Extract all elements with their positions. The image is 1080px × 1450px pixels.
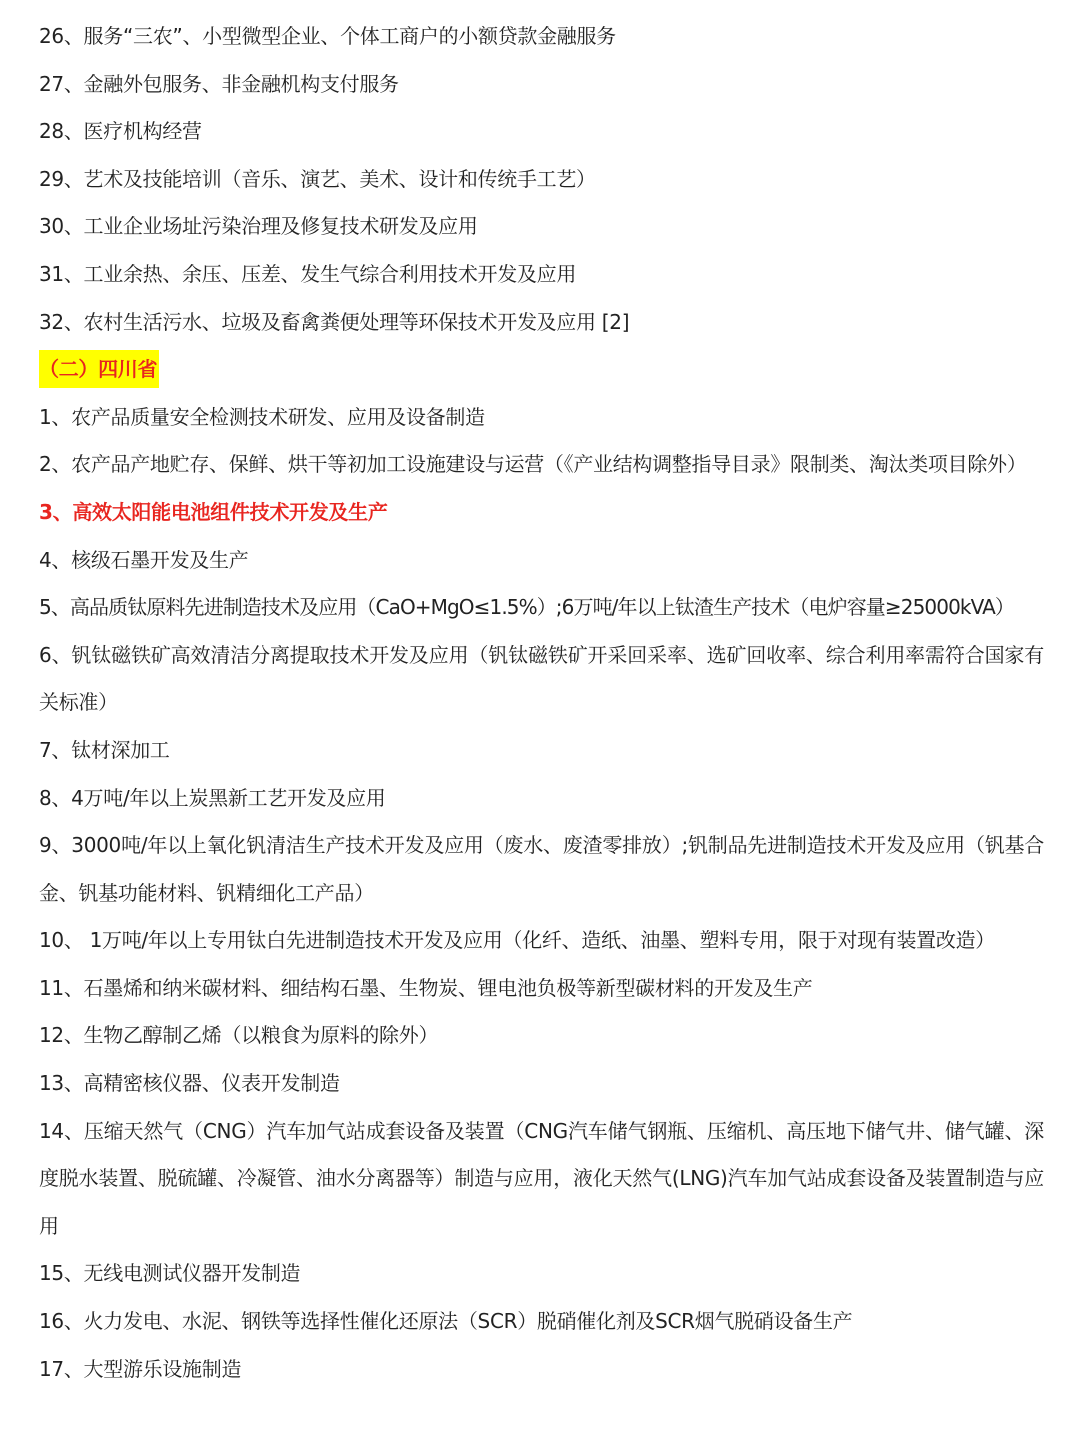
list-item: 29、艺术及技能培训（音乐、演艺、美术、设计和传统手工艺） xyxy=(39,166,596,191)
list-item: 4、核级石墨开发及生产 xyxy=(39,547,249,572)
list-item: 31、工业余热、余压、压差、发生气综合利用技术开发及应用 xyxy=(39,261,577,286)
list-item: 32、农村生活污水、垃圾及畜禽粪便处理等环保技术开发及应用 [2] xyxy=(39,309,630,334)
list-item: 6、钒钛磁铁矿高效清洁分离提取技术开发及应用（钒钛磁铁矿开采回采率、选矿回收率、综合利用率需符合国家有关标准） xyxy=(39,642,1044,715)
highlighted-list-item: 3、高效太阳能电池组件技术开发及生产 xyxy=(39,499,388,524)
list-item: 16、火力发电、水泥、钢铁等选择性催化还原法（SCR）脱硝催化剂及SCR烟气脱硝设备生产 xyxy=(39,1309,853,1334)
list-item: 10、 1万吨/年以上专用钛白先进制造技术开发及应用（化纤、造纸、油墨、塑料专用，限于对现有装置改造） xyxy=(39,928,995,953)
list-item: 11、石墨烯和纳米碳材料、细结构石墨、生物炭、锂电池负极等新型碳材料的开发及生产 xyxy=(39,975,813,1000)
list-item: 27、金融外包服务、非金融机构支付服务 xyxy=(39,71,399,96)
list-item: 15、无线电测试仪器开发制造 xyxy=(39,1261,301,1286)
list-item: 9、3000吨/年以上氧化钒清洁生产技术开发及应用（废水、废渣零排放）;钒制品先进制造技术开发及应用（钒基合金、钒基功能材料、钒精细化工产品） xyxy=(39,833,1044,905)
list-item: 17、大型游乐设施制造 xyxy=(39,1356,242,1381)
list-item: 5、高品质钛原料先进制造技术及应用（CaO+MgO≤1.5%）;6万吨/年以上钛渣生产技术（电炉容量≥25000kVA） xyxy=(39,595,1014,620)
list-item: 7、钛材深加工 xyxy=(39,737,170,762)
document-body xyxy=(39,13,1044,1393)
list-item: 30、工业企业场址污染治理及修复技术研发及应用 xyxy=(39,214,478,239)
section-heading-sichuan xyxy=(39,346,1044,394)
section-heading-text: （二）四川省 xyxy=(39,350,159,388)
list-item: 2、农产品产地贮存、保鲜、烘干等初加工设施建设与运营（《产业结构调整指导目录》限制类、淘汰类项目除外） xyxy=(39,452,1027,477)
list-item: 26、服务“三农”、小型微型企业、个体工商户的小额贷款金融服务 xyxy=(39,24,616,48)
list-item: 13、高精密核仪器、仪表开发制造 xyxy=(39,1071,340,1096)
list-item: 28、医疗机构经营 xyxy=(39,119,202,144)
list-item: 12、生物乙醇制乙烯（以粮食为原料的除外） xyxy=(39,1023,439,1048)
list-item: 14、压缩天然气（CNG）汽车加气站成套设备及装置（CNG汽车储气钢瓶、压缩机、高压地下储气井、储气罐、深度脱水装置、脱硫罐、冷凝管、油水分离器等）制造与应用，液化天然气(LNG)汽车加气站成套设备及装置制造与应用 xyxy=(39,1118,1044,1238)
list-item: 8、4万吨/年以上炭黑新工艺开发及应用 xyxy=(39,785,386,810)
list-item: 1、农产品质量安全检测技术研发、应用及设备制造 xyxy=(39,404,485,429)
